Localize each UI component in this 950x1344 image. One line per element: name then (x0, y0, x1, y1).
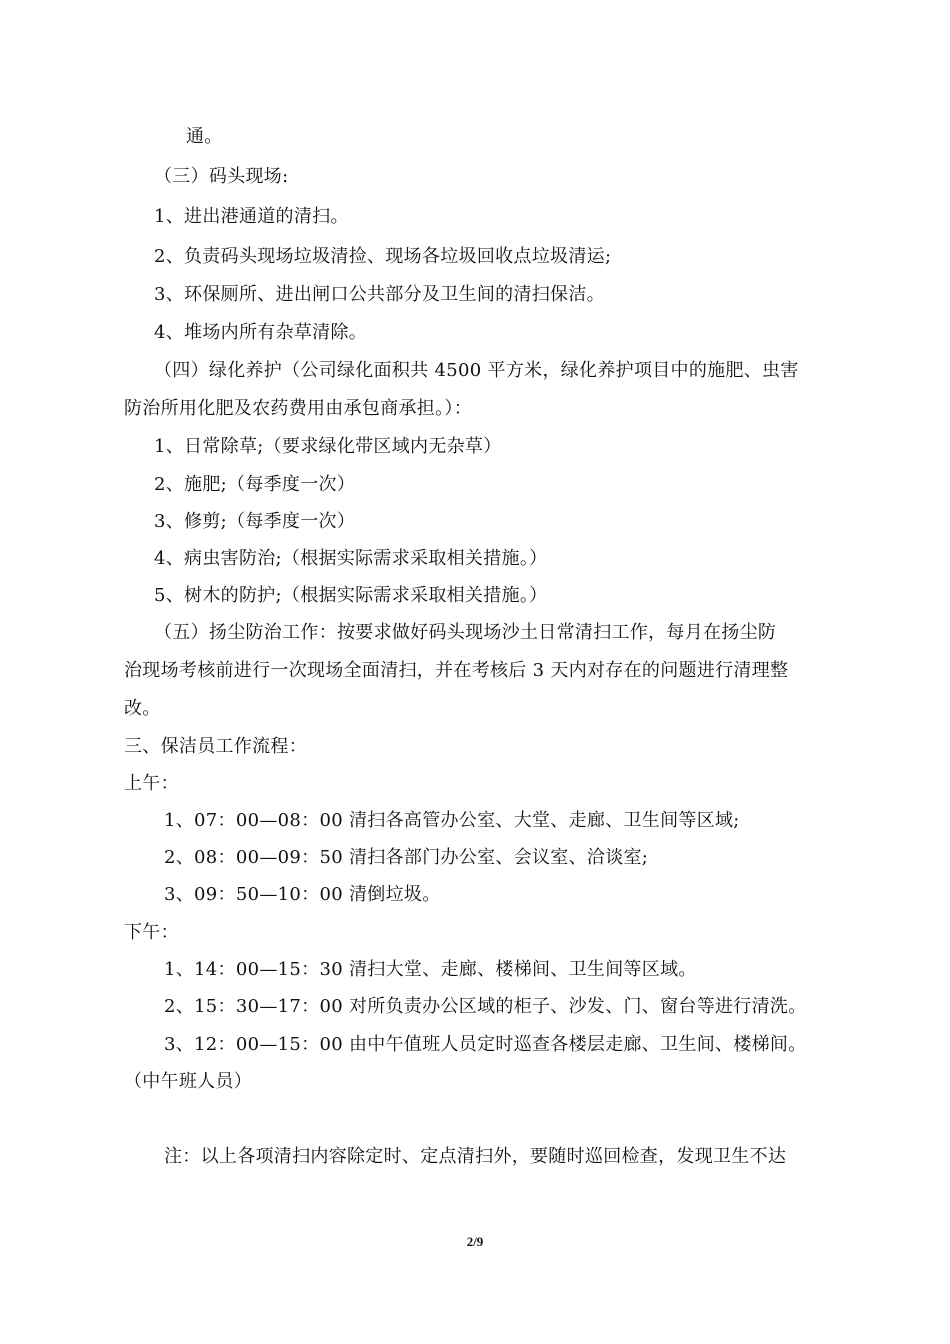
text-line: 防治所用化肥及农药费用由承包商承担。）： (124, 398, 472, 419)
list-item: 1、进出港通道的清扫。 (154, 206, 349, 227)
list-item: 1、日常除草;（要求绿化带区域内无杂草） (154, 436, 502, 457)
list-item: 5、树木的防护;（根据实际需求采取相关措施。） (154, 585, 548, 606)
schedule-item: 3、12：00—15：00 由中午值班人员定时巡查各楼层走廊、卫生间、楼梯间。 (164, 1034, 807, 1055)
section-heading: （四）绿化养护（公司绿化面积共 4500 平方米，绿化养护项目中的施肥、虫害 (154, 360, 799, 381)
list-item: 3、环保厕所、进出闸口公共部分及卫生间的清扫保洁。 (154, 284, 605, 305)
list-item: 4、病虫害防治;（根据实际需求采取相关措施。） (154, 548, 548, 569)
list-item: 4、堆场内所有杂草清除。 (154, 322, 368, 343)
section-heading: （三）码头现场: (154, 166, 289, 187)
schedule-item: 2、08：00—09：50 清扫各部门办公室、会议室、洽谈室; (164, 847, 649, 868)
schedule-item: 3、09：50—10：00 清倒垃圾。 (164, 884, 441, 905)
text-line: 改。 (124, 698, 161, 719)
text-line: 通。 (186, 126, 223, 147)
text-line: 治现场考核前进行一次现场全面清扫，并在考核后 3 天内对存在的问题进行清理整 (124, 660, 789, 681)
text-line: （中午班人员） (124, 1071, 253, 1092)
schedule-item: 2、15：30—17：00 对所负责办公区域的柜子、沙发、门、窗台等进行清洗。 (164, 996, 807, 1017)
note-line: 注：以上各项清扫内容除定时、定点清扫外，要随时巡回检查，发现卫生不达 (164, 1146, 787, 1167)
subheading-morning: 上午： (124, 773, 179, 794)
section-heading: （五）扬尘防治工作：按要求做好码头现场沙土日常清扫工作，每月在扬尘防 (154, 622, 777, 643)
section-heading: 三、保洁员工作流程： (124, 736, 307, 757)
list-item: 3、修剪;（每季度一次） (154, 511, 356, 532)
list-item: 2、施肥;（每季度一次） (154, 474, 356, 495)
page-number: 2/9 (466, 1234, 484, 1249)
list-item: 2、负责码头现场垃圾清捡、现场各垃圾回收点垃圾清运; (154, 246, 612, 267)
schedule-item: 1、07：00—08：00 清扫各高管办公室、大堂、走廊、卫生间等区域; (164, 810, 740, 831)
schedule-item: 1、14：00—15：30 清扫大堂、走廊、楼梯间、卫生间等区域。 (164, 959, 697, 980)
subheading-afternoon: 下午： (124, 922, 179, 943)
